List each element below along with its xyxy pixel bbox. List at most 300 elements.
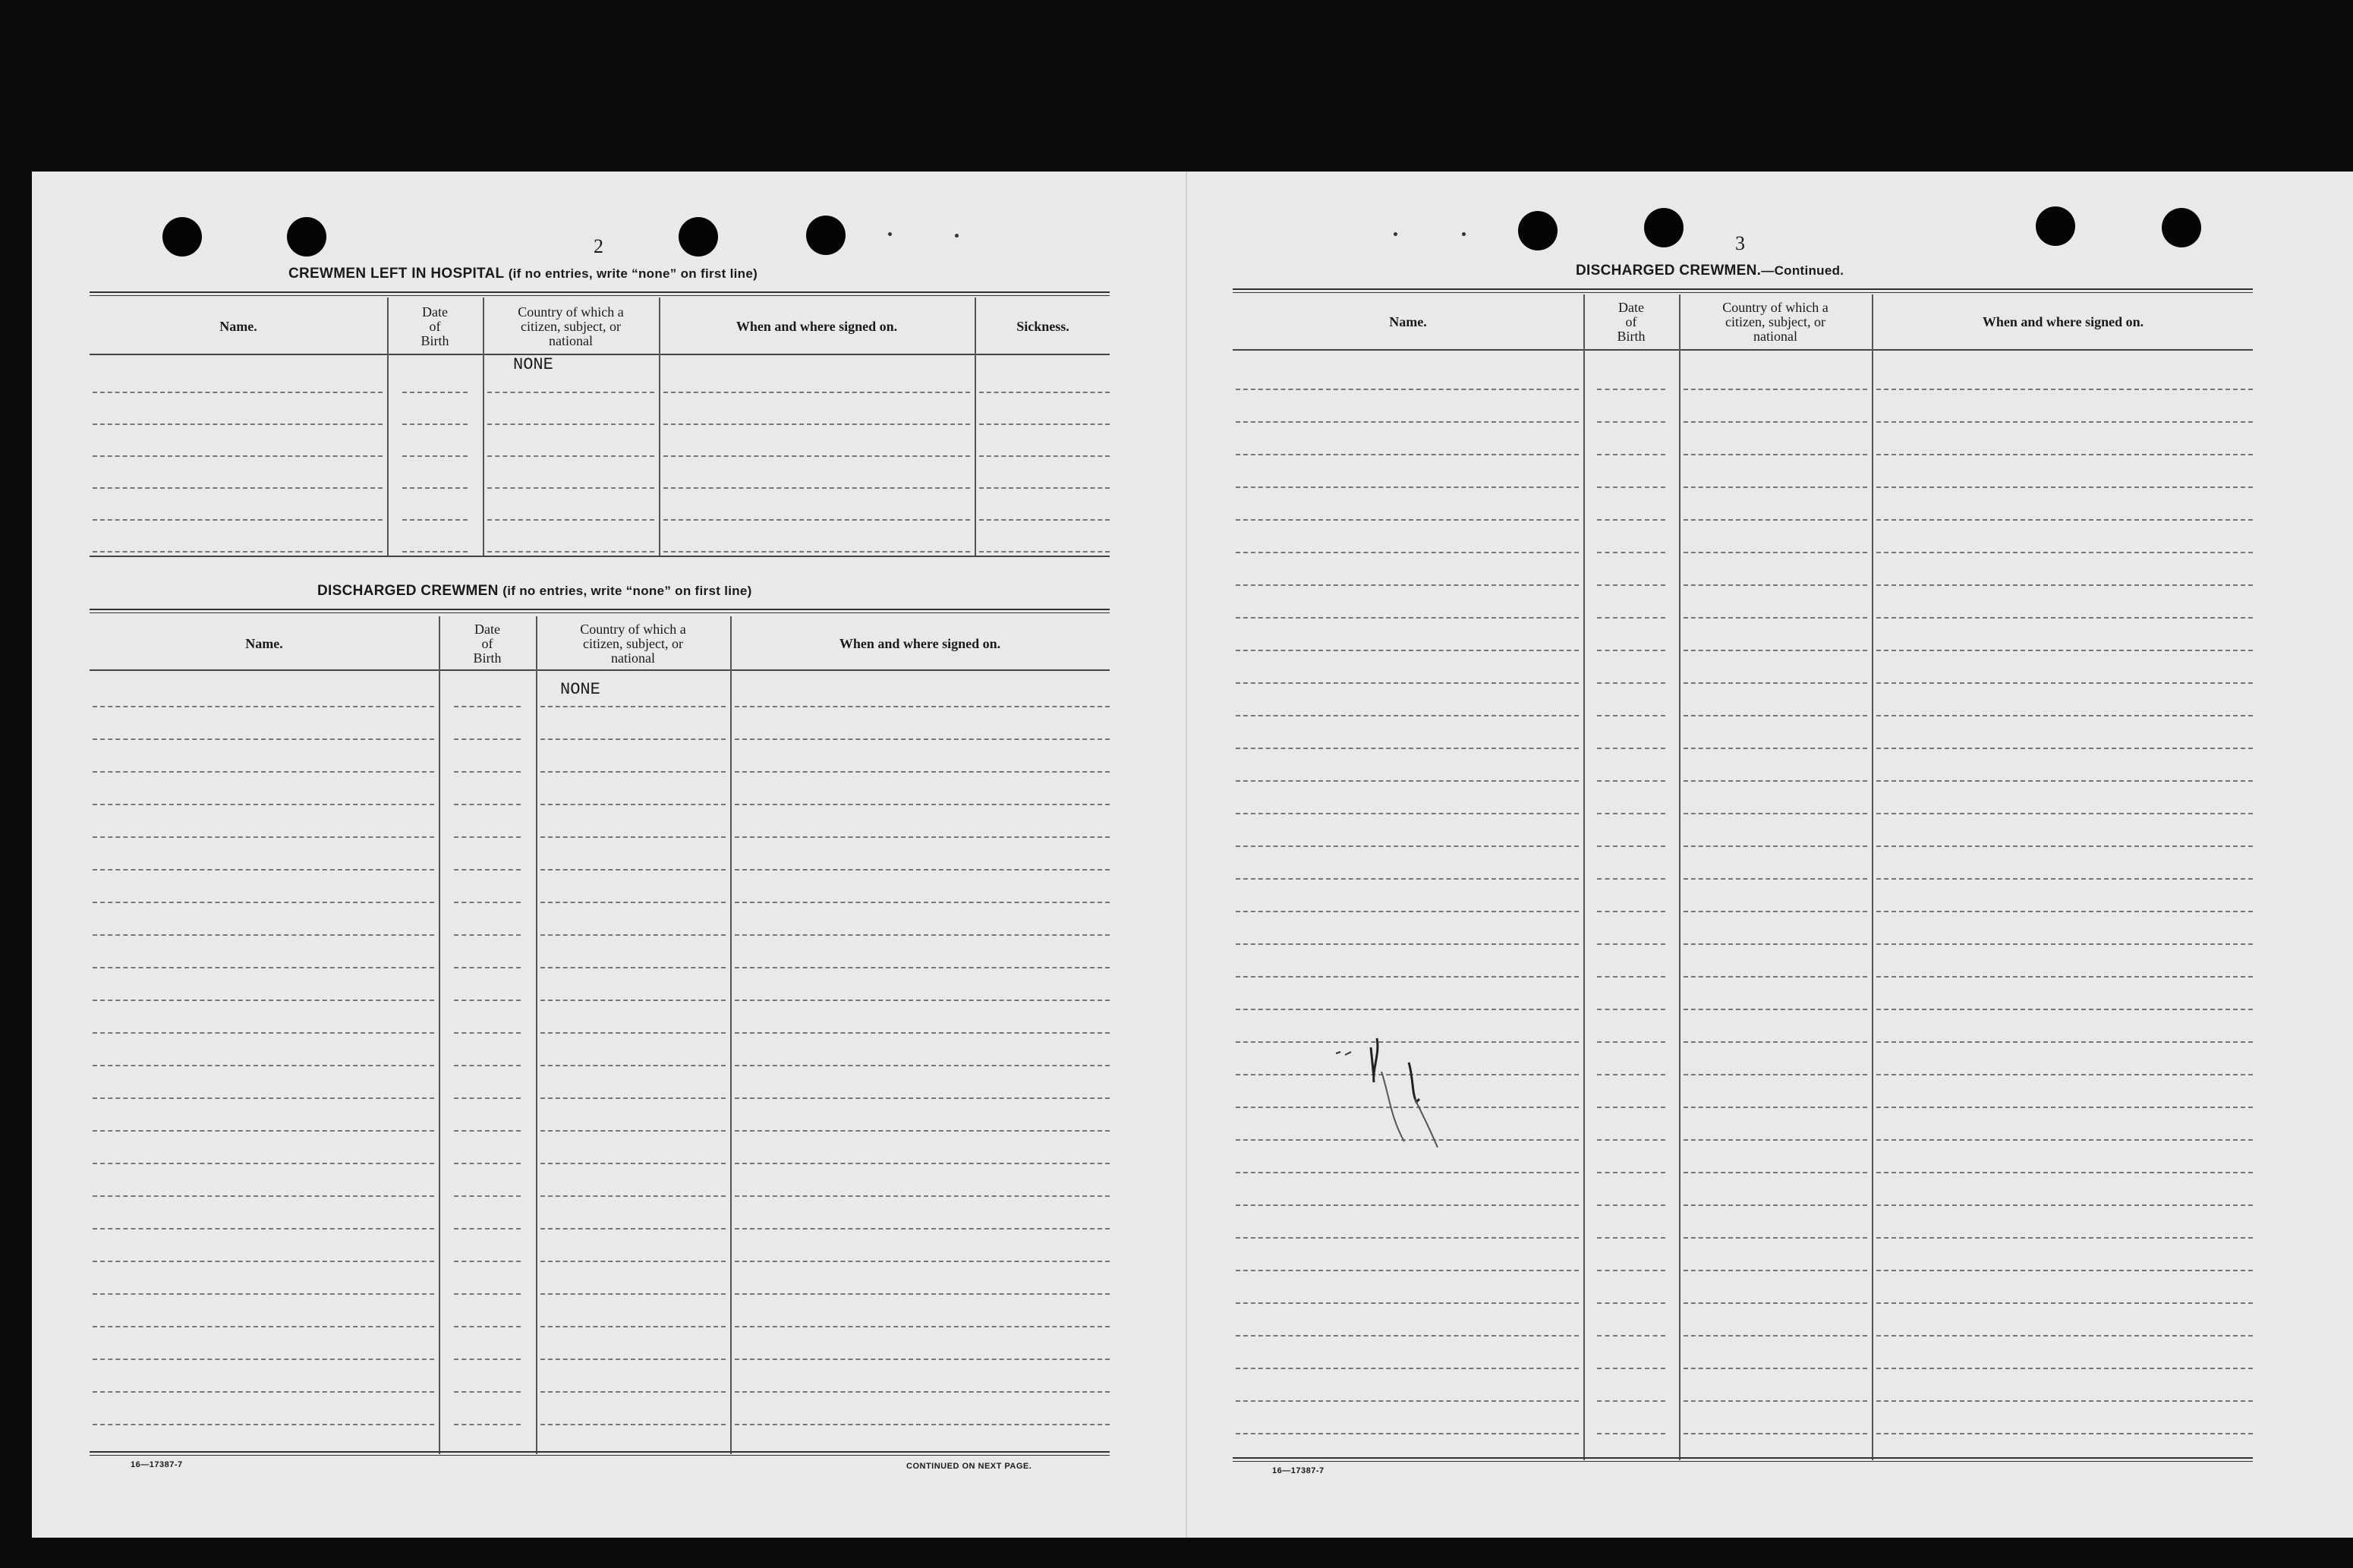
entry-line [1236, 1270, 1579, 1271]
entry-line [1876, 1302, 2253, 1304]
entry-line [454, 967, 521, 968]
entry-line [735, 1424, 1110, 1425]
entry-line [540, 1032, 726, 1034]
entry-line [1876, 943, 2253, 945]
entry-line [93, 1097, 434, 1099]
entry-line [1876, 682, 2253, 684]
entry-line [1597, 650, 1665, 651]
hospital-section-title [288, 266, 758, 282]
right-col-divider [1583, 294, 1585, 1460]
entry-line [735, 1326, 1110, 1327]
entry-line [663, 487, 970, 489]
entry-line [1236, 911, 1579, 912]
punch-hole-icon [2162, 208, 2201, 247]
hospital-col-divider [975, 298, 976, 557]
punch-hole-icon [2036, 206, 2075, 246]
entry-line [1684, 650, 1867, 651]
entry-line [1597, 813, 1665, 814]
entry-line [454, 1228, 521, 1230]
entry-line [93, 706, 434, 707]
entry-line [487, 551, 654, 553]
entry-line [93, 1359, 434, 1360]
hospital-header-rule [90, 354, 1110, 355]
discharged-col-divider [730, 616, 732, 1454]
entry-line [454, 1293, 521, 1295]
entry-line [454, 1000, 521, 1001]
entry-line [93, 869, 434, 871]
discharged-header-rule [90, 669, 1110, 671]
entry-line [735, 738, 1110, 740]
entry-line [1876, 519, 2253, 521]
entry-line [1597, 715, 1665, 716]
entry-line [1684, 715, 1867, 716]
entry-line [1236, 748, 1579, 749]
entry-line [1684, 845, 1867, 847]
entry-line [454, 804, 521, 805]
form-number-right: 16—17387-7 [1272, 1466, 1325, 1475]
entry-line [1236, 552, 1579, 553]
entry-line [1597, 552, 1665, 553]
entry-line [1236, 1302, 1579, 1304]
entry-line [402, 519, 468, 521]
right-section-title [1576, 263, 1844, 279]
entry-line [735, 902, 1110, 903]
entry-line [735, 706, 1110, 707]
entry-line [735, 1065, 1110, 1066]
entry-line [1684, 421, 1867, 423]
entry-line [1597, 1009, 1665, 1010]
entry-line [735, 1359, 1110, 1360]
entry-line [1597, 1368, 1665, 1369]
entry-line [540, 1000, 726, 1001]
entry-line [1684, 1433, 1867, 1434]
discharged-header-country: Country of which a citizen, subject, or national [580, 621, 686, 666]
entry-line [93, 1065, 434, 1066]
entry-line [1876, 1107, 2253, 1108]
entry-line [1597, 780, 1665, 782]
continued-note: CONTINUED ON NEXT PAGE. [906, 1462, 1032, 1471]
discharged-none-entry: NONE [560, 680, 600, 699]
entry-line [1236, 682, 1579, 684]
right-header-rule [1233, 349, 2253, 351]
entry-line [454, 1130, 521, 1132]
entry-line [1684, 1172, 1867, 1173]
entry-line [540, 1391, 726, 1393]
entry-line [1597, 1302, 1665, 1304]
entry-line [1236, 454, 1579, 455]
entry-line [1876, 1270, 2253, 1271]
entry-line [1236, 1400, 1579, 1402]
entry-line [663, 423, 970, 425]
entry-line [1876, 780, 2253, 782]
hospital-header-signed-on: When and where signed on. [736, 318, 898, 334]
hospital-header-sickness: Sickness. [1016, 318, 1069, 334]
entry-line [454, 1261, 521, 1262]
right-header-country: Country of which a citizen, subject, or national [1722, 299, 1829, 344]
entry-line [487, 455, 654, 457]
entry-line [663, 455, 970, 457]
right-header-dob: Date of Birth [1617, 299, 1646, 344]
entry-line [1236, 715, 1579, 716]
entry-line [1876, 650, 2253, 651]
entry-line [1876, 878, 2253, 880]
entry-line [735, 836, 1110, 838]
entry-line [1876, 1074, 2253, 1075]
entry-line [93, 738, 434, 740]
entry-line [1876, 1009, 2253, 1010]
entry-line [1876, 1172, 2253, 1173]
entry-line [1236, 976, 1579, 978]
discharged-title-text: DISCHARGED CREWMEN [317, 583, 499, 599]
speck [888, 232, 892, 236]
entry-line [1597, 454, 1665, 455]
entry-line [1597, 976, 1665, 978]
entry-line [93, 1424, 434, 1425]
entry-line [1684, 911, 1867, 912]
entry-line [735, 1195, 1110, 1197]
entry-line [1236, 650, 1579, 651]
hospital-header-name: Name. [219, 318, 257, 334]
entry-line [540, 1065, 726, 1066]
entry-line [1597, 1433, 1665, 1434]
entry-line [93, 1195, 434, 1197]
discharged-header-dob: Date of Birth [473, 621, 502, 666]
right-header-name: Name. [1389, 313, 1427, 329]
hospital-none-entry: NONE [513, 355, 553, 374]
entry-line [1597, 943, 1665, 945]
entry-line [93, 455, 383, 457]
right-title-text: DISCHARGED CREWMEN. [1576, 263, 1762, 279]
entry-line [1597, 878, 1665, 880]
entry-line [1876, 486, 2253, 488]
entry-line [1597, 486, 1665, 488]
entry-line [1684, 682, 1867, 684]
entry-line [735, 771, 1110, 773]
entry-line [540, 706, 726, 707]
entry-line [1876, 1139, 2253, 1141]
entry-line [93, 1293, 434, 1295]
hospital-header-dob: Date of Birth [421, 304, 449, 348]
punch-hole-icon [287, 217, 326, 257]
entry-line [93, 1326, 434, 1327]
entry-line [540, 836, 726, 838]
entry-line [1684, 454, 1867, 455]
entry-line [1236, 1204, 1579, 1206]
entry-line [402, 487, 468, 489]
entry-line [454, 1163, 521, 1164]
entry-line [1684, 1074, 1867, 1075]
entry-line [1236, 421, 1579, 423]
entry-line [1876, 748, 2253, 749]
entry-line [93, 836, 434, 838]
entry-line [93, 967, 434, 968]
entry-line [540, 1359, 726, 1360]
entry-line [1684, 552, 1867, 553]
discharged-header-name: Name. [245, 635, 283, 651]
entry-line [487, 487, 654, 489]
entry-line [735, 804, 1110, 805]
entry-line [454, 771, 521, 773]
entry-line [1236, 1172, 1579, 1173]
entry-line [1236, 878, 1579, 880]
entry-line [1684, 486, 1867, 488]
entry-line [735, 869, 1110, 871]
entry-line [1876, 584, 2253, 586]
entry-line [1684, 878, 1867, 880]
right-col-divider [1872, 294, 1873, 1460]
entry-line [1597, 584, 1665, 586]
discharged-section-title [317, 583, 752, 600]
entry-line [454, 738, 521, 740]
entry-line [1876, 1400, 2253, 1402]
entry-line [454, 836, 521, 838]
entry-line [93, 423, 383, 425]
speck [1394, 232, 1397, 236]
entry-line [1876, 617, 2253, 619]
entry-line [540, 738, 726, 740]
punch-hole-icon [1644, 208, 1684, 247]
entry-line [1876, 911, 2253, 912]
entry-line [402, 423, 468, 425]
discharged-title-instruction: (if no entries, write “none” on first line) [502, 584, 752, 598]
entry-line [1684, 1009, 1867, 1010]
speck [1462, 232, 1466, 236]
entry-line [1684, 1270, 1867, 1271]
entry-line [1236, 519, 1579, 521]
page-number-left: 2 [594, 235, 603, 257]
entry-line [735, 1097, 1110, 1099]
entry-line [454, 869, 521, 871]
entry-line [454, 1097, 521, 1099]
discharged-col-divider [536, 616, 537, 1454]
entry-line [979, 519, 1110, 521]
entry-line [93, 1163, 434, 1164]
page-number-right: 3 [1735, 232, 1745, 254]
entry-line [93, 487, 383, 489]
entry-line [1876, 715, 2253, 716]
right-bottom-rule [1233, 1457, 2253, 1462]
entry-line [402, 551, 468, 553]
entry-line [93, 771, 434, 773]
discharged-header-signed-on: When and where signed on. [839, 635, 1001, 651]
entry-line [93, 1130, 434, 1132]
entry-line [540, 967, 726, 968]
entry-line [979, 455, 1110, 457]
entry-line [1597, 1074, 1665, 1075]
entry-line [1876, 389, 2253, 390]
entry-line [93, 519, 383, 521]
entry-line [1597, 1139, 1665, 1141]
entry-line [487, 423, 654, 425]
entry-line [93, 551, 383, 553]
entry-line [93, 902, 434, 903]
entry-line [540, 1326, 726, 1327]
entry-line [663, 519, 970, 521]
entry-line [735, 1000, 1110, 1001]
discharged-top-rule [90, 609, 1110, 613]
entry-line [93, 804, 434, 805]
entry-line [540, 1228, 726, 1230]
entry-line [979, 551, 1110, 553]
entry-line [735, 1130, 1110, 1132]
entry-line [454, 1065, 521, 1066]
discharged-bottom-rule [90, 1451, 1110, 1456]
entry-line [540, 1195, 726, 1197]
entry-line [1597, 845, 1665, 847]
entry-line [93, 1261, 434, 1262]
entry-line [540, 934, 726, 936]
entry-line [1597, 519, 1665, 521]
entry-line [1236, 1335, 1579, 1337]
entry-line [735, 1391, 1110, 1393]
entry-line [1236, 617, 1579, 619]
entry-line [1236, 943, 1579, 945]
entry-line [540, 1130, 726, 1132]
entry-line [1597, 389, 1665, 390]
page-fold [1186, 172, 1187, 1538]
entry-line [1684, 1041, 1867, 1043]
entry-line [735, 1032, 1110, 1034]
right-top-rule [1233, 288, 2253, 293]
entry-line [1684, 1204, 1867, 1206]
entry-line [979, 487, 1110, 489]
entry-line [454, 934, 521, 936]
entry-line [735, 1261, 1110, 1262]
entry-line [454, 1032, 521, 1034]
entry-line [454, 1391, 521, 1393]
entry-line [402, 455, 468, 457]
entry-line [540, 902, 726, 903]
entry-line [454, 1424, 521, 1425]
hospital-title-text: CREWMEN LEFT IN HOSPITAL [288, 266, 505, 282]
entry-line [1597, 682, 1665, 684]
entry-line [1597, 1400, 1665, 1402]
right-header-signed-on: When and where signed on. [1982, 313, 2144, 329]
entry-line [540, 1261, 726, 1262]
discharged-col-divider [439, 616, 440, 1454]
entry-line [979, 392, 1110, 393]
entry-line [1236, 1368, 1579, 1369]
entry-line [1684, 519, 1867, 521]
entry-line [663, 392, 970, 393]
entry-line [1876, 1433, 2253, 1434]
entry-line [1876, 454, 2253, 455]
entry-line [540, 869, 726, 871]
entry-line [454, 1326, 521, 1327]
entry-line [93, 934, 434, 936]
entry-line [540, 1424, 726, 1425]
entry-line [1684, 584, 1867, 586]
entry-line [1684, 1368, 1867, 1369]
entry-line [1684, 1139, 1867, 1141]
entry-line [1876, 1335, 2253, 1337]
entry-line [1684, 780, 1867, 782]
entry-line [1684, 1107, 1867, 1108]
entry-line [735, 1163, 1110, 1164]
entry-line [735, 934, 1110, 936]
entry-line [1876, 1237, 2253, 1239]
entry-line [1597, 1107, 1665, 1108]
punch-hole-icon [806, 216, 846, 255]
entry-line [540, 1163, 726, 1164]
entry-line [1876, 845, 2253, 847]
speck [955, 234, 959, 238]
entry-line [454, 902, 521, 903]
entry-line [1876, 1041, 2253, 1043]
entry-line [1236, 1433, 1579, 1434]
entry-line [93, 1391, 434, 1393]
entry-line [979, 423, 1110, 425]
entry-line [1876, 552, 2253, 553]
entry-line [540, 771, 726, 773]
entry-line [454, 1359, 521, 1360]
entry-line [1236, 813, 1579, 814]
entry-line [1684, 1237, 1867, 1239]
entry-line [1597, 1041, 1665, 1043]
entry-line [1597, 748, 1665, 749]
entry-line [1684, 1335, 1867, 1337]
entry-line [1684, 617, 1867, 619]
entry-line [1236, 584, 1579, 586]
entry-line [1876, 1368, 2253, 1369]
entry-line [1236, 486, 1579, 488]
entry-line [1597, 911, 1665, 912]
hospital-title-instruction: (if no entries, write “none” on first line) [508, 266, 758, 281]
entry-line [1236, 389, 1579, 390]
entry-line [1876, 1204, 2253, 1206]
entry-line [1684, 389, 1867, 390]
entry-line [540, 804, 726, 805]
entry-line [1597, 1270, 1665, 1271]
right-title-suffix: —Continued. [1761, 263, 1844, 278]
entry-line [454, 706, 521, 707]
entry-line [1236, 1237, 1579, 1239]
hospital-header-country: Country of which a citizen, subject, or national [518, 304, 624, 348]
form-number-left: 16—17387-7 [131, 1460, 183, 1469]
pen-scribble-icon [1321, 1032, 1442, 1161]
entry-line [1684, 813, 1867, 814]
entry-line [540, 1097, 726, 1099]
entry-line [1597, 1172, 1665, 1173]
entry-line [1236, 845, 1579, 847]
entry-line [93, 1000, 434, 1001]
entry-line [402, 392, 468, 393]
entry-line [1876, 421, 2253, 423]
hospital-bottom-rule [90, 556, 1110, 557]
entry-line [735, 1293, 1110, 1295]
hospital-top-rule [90, 291, 1110, 296]
punch-hole-icon [679, 217, 718, 257]
entry-line [1684, 1302, 1867, 1304]
punch-hole-icon [1518, 211, 1558, 250]
entry-line [1684, 748, 1867, 749]
hospital-col-divider [387, 298, 389, 557]
entry-line [93, 1228, 434, 1230]
entry-line [1684, 976, 1867, 978]
entry-line [1876, 976, 2253, 978]
hospital-col-divider [483, 298, 484, 557]
entry-line [1597, 1335, 1665, 1337]
entry-line [1597, 1237, 1665, 1239]
entry-line [1597, 617, 1665, 619]
entry-line [487, 519, 654, 521]
entry-line [487, 392, 654, 393]
entry-line [1236, 1009, 1579, 1010]
right-col-divider [1679, 294, 1680, 1460]
entry-line [735, 1228, 1110, 1230]
entry-line [663, 551, 970, 553]
entry-line [454, 1195, 521, 1197]
